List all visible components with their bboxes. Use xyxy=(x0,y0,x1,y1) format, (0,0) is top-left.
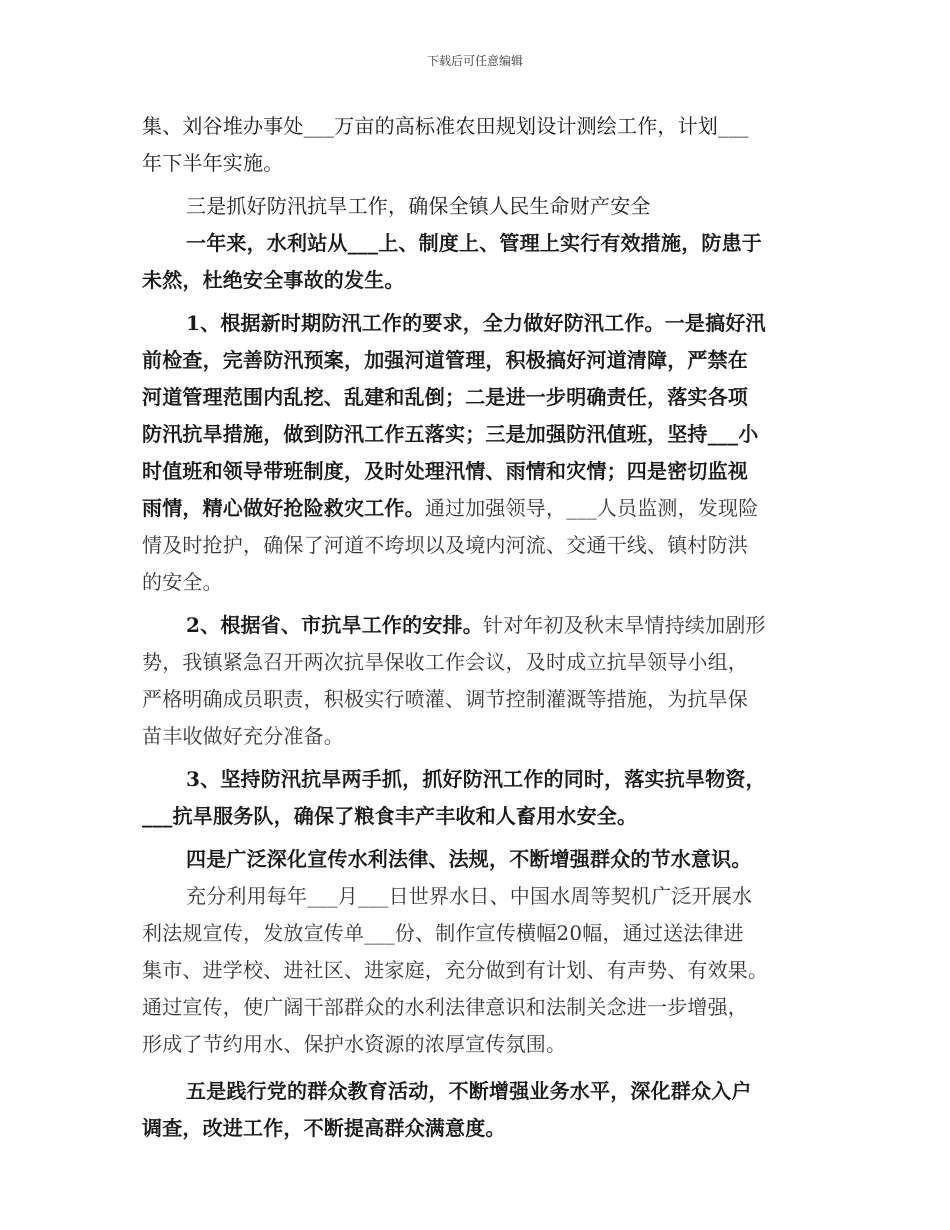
page-header-text: 下载后可任意编辑 xyxy=(426,54,523,68)
text-line-mixed xyxy=(142,607,810,644)
text-line: 调查，改进工作，不断提高群众满意度。 xyxy=(142,1116,506,1140)
text-line: 未然，杜绝安全事故的发生。 xyxy=(142,268,405,292)
text-line: 防汛抗旱措施，做到防汛工作五落实；三是加强防汛值班，坚持___小 xyxy=(142,422,759,446)
text-line: 河道管理范围内乱挖、乱建和乱倒；二是进一步明确责任，落实各项 xyxy=(142,385,748,409)
text-line: 一年来，水利站从___上、制度上、管理上实行有效措施，防患于 xyxy=(186,231,762,255)
document-body xyxy=(142,108,810,1147)
text-line: 集市、进学校、进社区、进家庭，充分做到有计划、有声势、有效果。 xyxy=(142,958,769,982)
text-line: 充分利用每年___月___日世界水日、中国水周等契机广泛开展水 xyxy=(186,884,753,908)
text-line: 1、根据新时期防汛工作的要求，全力做好防汛工作。一是搞好汛 xyxy=(186,311,766,335)
text-line: 情及时抢护，确保了河道不垮坝以及境内河流、交通干线、镇村防洪 xyxy=(142,533,748,557)
text-line: ___抗旱服务队，确保了粮食丰产丰收和人畜用水安全。 xyxy=(142,804,638,828)
text-segment-bold: 雨情，精心做好抢险救灾工作。 xyxy=(142,496,425,520)
text-line: 通过宣传，使广阔干部群众的水利法律意识和法制关念进一步增强， xyxy=(142,995,748,1019)
text-line: 形成了节约用水、保护水资源的浓厚宣传氛围。 xyxy=(142,1032,567,1056)
text-segment: 针对年初及秋末旱情持续加剧形 xyxy=(482,613,766,637)
text-segment: 通过加强领导，___人员监测，发现险 xyxy=(424,496,759,520)
text-line: 时值班和领导带班制度，及时处理汛情、雨情和灾情；四是密切监视 xyxy=(142,459,748,483)
text-line: 的安全。 xyxy=(142,570,223,594)
text-line: 集、刘谷堆办事处___万亩的高标准农田规划设计测绘工作，计划___ xyxy=(142,114,749,138)
section-heading: 四是广泛深化宣传水利法律、法规，不断增强群众的节水意识。 xyxy=(186,847,752,871)
section-heading: 三是抓好防汛抗旱工作，确保全镇人民生命财产安全 xyxy=(186,194,651,218)
text-line: 苗丰收做好充分准备。 xyxy=(142,724,344,748)
section-heading: 五是践行党的群众教育活动，不断增强业务水平，深化群众入户 xyxy=(186,1079,752,1103)
text-line: 势，我镇紧急召开两次抗旱保收工作会议，及时成立抗旱领导小组， xyxy=(142,650,748,674)
text-line: 前检查，完善防汛预案，加强河道管理，积极搞好河道清障，严禁在 xyxy=(142,348,748,372)
text-segment-bold: 2、根据省、市抗旱工作的安排。 xyxy=(186,613,483,637)
text-line: 3、坚持防汛抗旱两手抓，抓好防汛工作的同时，落实抗旱物资， xyxy=(186,767,766,791)
text-line-mixed xyxy=(142,490,810,527)
text-line: 严格明确成员职责，积极实行喷灌、调节控制灌溉等措施，为抗旱保 xyxy=(142,687,748,711)
text-line: 利法规宣传，发放宣传单___份、制作宣传横幅20幅，通过送法律进 xyxy=(142,921,744,945)
text-line: 年下半年实施。 xyxy=(142,151,284,175)
